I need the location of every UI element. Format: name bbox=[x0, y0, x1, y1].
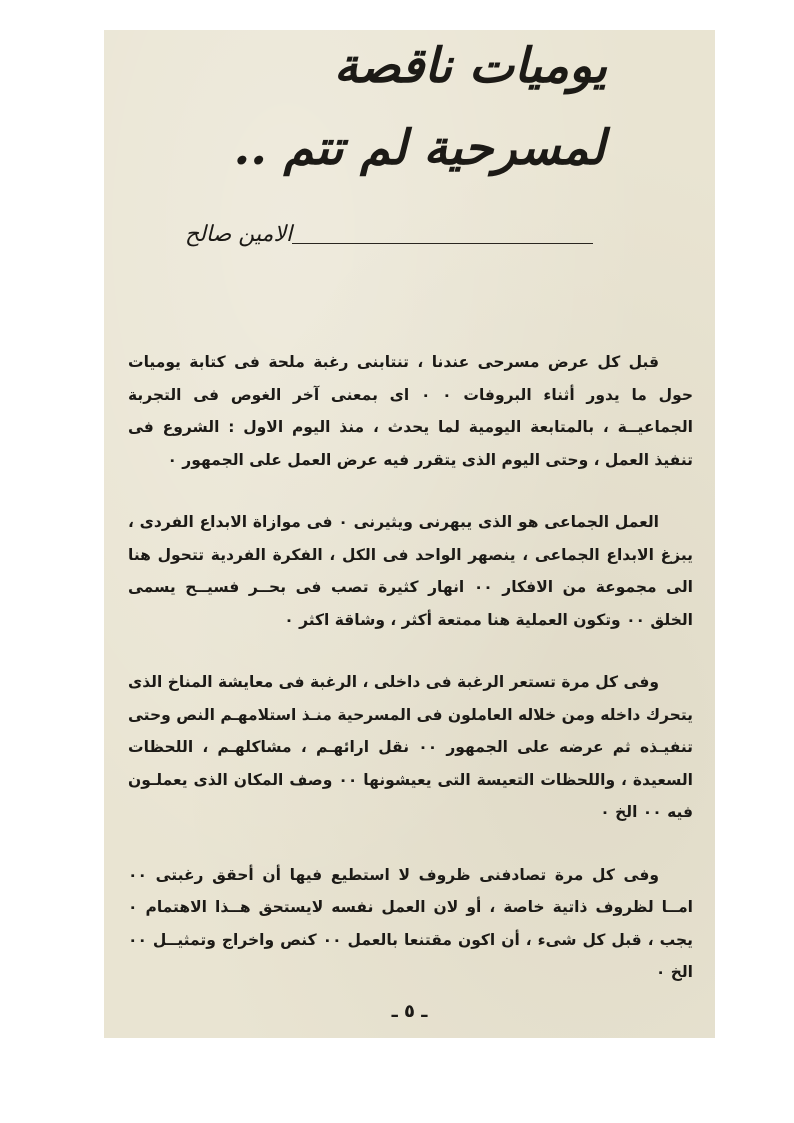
article-title-line-2: لمسرحية لم تتم .. bbox=[233, 120, 605, 176]
paragraph-4: وفى كل مرة تصادفنى ظروف لا استطيع فيها أن أحقق رغبتى ٠٠ امــا لظروف ذاتية خاصة ، أو لان العمل نفسه لايستحق هــذا الاهتمام ٠ يجب ، قبل كل شىء ، أن اكون مقتنعا بالعمل ٠٠ كنص واخراج وتمثيــل ٠٠ الخ ٠ bbox=[128, 865, 693, 981]
paragraph-3: وفى كل مرة تستعر الرغبة فى داخلى ، الرغبة فى معايشة المناخ الذى يتحرك داخله ومن خلاله العاملون فى المسرحية منـذ استلامهـم النص وحتى تنفيـذه ثم عرضه على الجمهور ٠٠ نقل ارائهـم ، مشاكلهـم ، اللحظات السعيدة ، واللحظات التعيسة التى يعيشونها ٠٠ وصف المكان الذى يعملـون فيه ٠٠ الخ ٠ bbox=[128, 673, 693, 821]
scanned-page bbox=[104, 30, 715, 1038]
page-number: ـ ٥ ـ bbox=[391, 1001, 428, 1022]
author-name: الامين صالح bbox=[185, 221, 293, 247]
byline-rule bbox=[292, 243, 593, 244]
paragraph-1: قبل كل عرض مسرحى عندنا ، تنتابنى رغبة ملحة فى كتابة يوميات حول ما يدور أثناء البروفات ٠ ٠ اى بمعنى آخر الغوص فى التجربة الجماعيــة ، بالمتابعة اليومية لما يحدث ، منذ اليوم الاول : الشروع فى تنفيذ العمل ، وحتى اليوم الذى يتقرر فيه عرض العمل على الجمهور ٠ bbox=[128, 353, 693, 469]
byline bbox=[185, 216, 605, 252]
paragraph-2: العمل الجماعى هو الذى يبهرنى ويثيرنى ٠ فى موازاة الابداع الفردى ، يبزغ الابداع الجماعى ، ينصهر الواحد فى الكل ، الفكرة الفردية تتحول هنا الى مجموعة من الافكار ٠٠ انهار كثيرة تصب فى بحــر فسيــح يسمى الخلق ٠٠ وتكون العملية هنا ممتعة أكثر ، وشاقة اكثر ٠ bbox=[128, 513, 693, 629]
article-title-line-1: يوميات ناقصة bbox=[333, 38, 607, 94]
article-body bbox=[128, 346, 693, 1019]
